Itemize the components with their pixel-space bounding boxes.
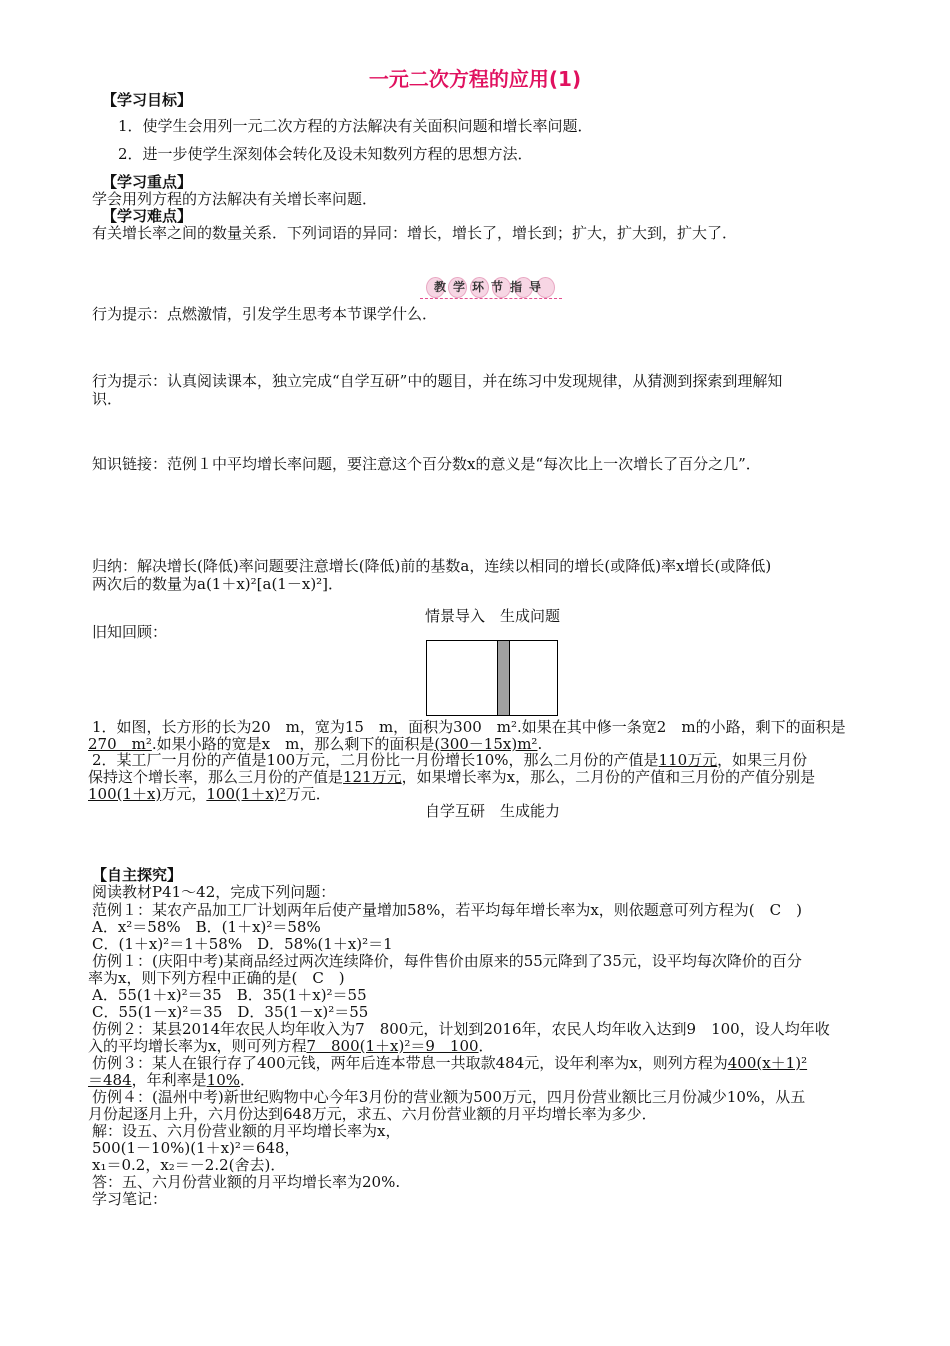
banner-label: 教学环节指导 <box>433 280 548 294</box>
question-text: .如果小路的宽是x m，那么剩下的面积是 <box>151 735 435 753</box>
summary-line-2: 两次后的数量为a(1＋x)²[a(1－x)²]． <box>92 575 344 593</box>
follow-3-line-2 <box>88 1071 255 1089</box>
answer-blank: 7 800(1＋x)²＝9 100 <box>306 1037 479 1055</box>
question-2-line-3 <box>88 785 331 803</box>
objective-item-2: 2．进一步使学生深刻体会转化及设未知数列方程的思想方法． <box>118 145 533 163</box>
section-heading-scenario: 情景导入 生成问题 <box>424 607 560 625</box>
answer-blank: 110万元 <box>658 751 718 769</box>
example-1: 范例１：某农产品加工厂计划两年后使产量增加58%，若平均每年增长率为x，则依题意可列方程为( C ) <box>92 901 802 919</box>
answer-blank: 10% <box>206 1071 240 1089</box>
question-text: 万元． <box>285 785 331 803</box>
question-text: 万元， <box>161 785 207 803</box>
question-text: ． <box>240 1071 256 1089</box>
question-1-line-1: 1．如图，长方形的长为20 m，宽为15 m，面积为300 m².如果在其中修一条宽2 m的小路，剩下的面积是 <box>92 718 846 736</box>
answer-blank: 100(1＋x)² <box>206 785 286 803</box>
key-point-text: 学会用列方程的方法解决有关增长率问题． <box>92 190 378 208</box>
study-notes-label: 学习笔记： <box>92 1190 168 1208</box>
follow-1-options-cd: C．55(1－x)²＝35 D．35(1－x)²＝55 <box>92 1003 369 1021</box>
summary-line-1: 归纳：解决增长(降低)率问题要注意增长(降低)前的基数a，连续以相同的增长(或降低)率x增长(或降低) <box>92 557 772 575</box>
answer-blank: (300－15x)m² <box>434 735 538 753</box>
question-text: ，如果增长率为x，那么，二月份的产值和三月份的产值分别是 <box>401 768 816 786</box>
path-strip <box>497 641 510 715</box>
key-point-heading: 【学习重点】 <box>102 173 193 191</box>
follow-4-line-1: 仿例４：(温州中考)新世纪购物中心今年3月份的营业额为500万元，四月份营业额比三月份减少10%，从五 <box>92 1088 806 1106</box>
follow-1-line-1: 仿例１：(庆阳中考)某商品经过两次连续降价，每件售价由原来的55元降到了35元，设平均每次降价的百分 <box>92 952 802 970</box>
question-text: 仿例３：某人在银行存了400元钱，两年后连本带息一共取款484元，设年利率为x，则列方程为 <box>92 1054 728 1072</box>
follow-1-line-2: 率为x，则下列方程中正确的是( C ) <box>88 969 345 987</box>
review-label: 旧知回顾： <box>92 623 168 641</box>
follow-2-line-1: 仿例２：某县2014年农民人均年收入为7 800元，计划到2016年，农民人均年收入达到9 100，设人均年收 <box>92 1020 830 1038</box>
answer-blank: 400(x＋1)² <box>727 1054 808 1072</box>
question-text: 入的平均增长率为x，则可列方程 <box>88 1037 307 1055</box>
section-heading-self-study: 自学互研 生成能力 <box>424 802 560 820</box>
example-1-options-ab: A．x²＝58% B．(1＋x)²＝58% <box>92 918 321 936</box>
answer-blank: 270 m² <box>88 735 152 753</box>
question-text: ． <box>478 1037 494 1055</box>
question-2-line-1 <box>92 751 807 769</box>
reading-instruction: 阅读教材P41～42，完成下列问题： <box>92 883 336 901</box>
hint-2-line-2: 识． <box>92 390 123 408</box>
answer-blank: 100(1＋x) <box>88 785 162 803</box>
banner-underline <box>420 298 562 299</box>
question-text: ，年利率是 <box>131 1071 207 1089</box>
question-text: ，如果三月份 <box>717 751 808 769</box>
solution-answer: 答：五、六月份营业额的月平均增长率为20%. <box>92 1173 401 1191</box>
objective-item-1: 1．使学生会用列一元二次方程的方法解决有关面积问题和增长率问题． <box>118 117 593 135</box>
follow-2-line-2 <box>88 1037 494 1055</box>
teaching-guide-banner <box>420 276 562 300</box>
objectives-heading: 【学习目标】 <box>102 91 193 109</box>
example-1-options-cd: C．(1＋x)²＝1＋58% D．58%(1＋x)²＝1 <box>92 935 393 953</box>
hint-1: 行为提示：点燃激情，引发学生思考本节课学什么． <box>92 305 438 323</box>
solution-line-1: 解：设五、六月份营业额的月平均增长率为x， <box>92 1122 401 1140</box>
question-text: . <box>537 735 543 753</box>
knowledge-link: 知识链接：范例１中平均增长率问题，要注意这个百分数x的意义是“每次比上一次增长了百分之几”． <box>92 455 761 473</box>
hint-2-line-1: 行为提示：认真阅读课本，独立完成“自学互研”中的题目，并在练习中发现规律，从猜测到探索到理解知 <box>92 372 783 390</box>
rectangle-with-path-figure <box>426 640 558 716</box>
follow-1-options-ab: A．55(1＋x)²＝35 B．35(1＋x)²＝55 <box>92 986 367 1004</box>
solution-line-3: x₁＝0.2，x₂＝－2.2(舍去)． <box>92 1156 286 1174</box>
page-title: 一元二次方程的应用(1) <box>368 67 582 91</box>
question-text: 2．某工厂一月份的产值是100万元，二月份比一月份增长10%，那么二月份的产值是 <box>92 751 659 769</box>
question-text: 保持这个增长率，那么三月份的产值是 <box>88 768 344 786</box>
explore-heading: 【自主探究】 <box>92 866 183 884</box>
answer-blank: 121万元 <box>343 768 402 786</box>
question-2-line-2 <box>88 768 815 786</box>
solution-line-2: 500(1－10%)(1＋x)²＝648， <box>92 1139 300 1157</box>
difficulty-heading: 【学习难点】 <box>102 207 193 225</box>
follow-4-line-2: 月份起逐月上升，六月份达到648万元，求五、六月份营业额的月平均增长率为多少． <box>88 1105 657 1123</box>
difficulty-text: 有关增长率之间的数量关系．下列词语的异同：增长，增长了，增长到；扩大，扩大到，扩大了． <box>92 224 738 242</box>
follow-3-line-1 <box>92 1054 807 1072</box>
answer-blank: ＝484 <box>88 1071 132 1089</box>
